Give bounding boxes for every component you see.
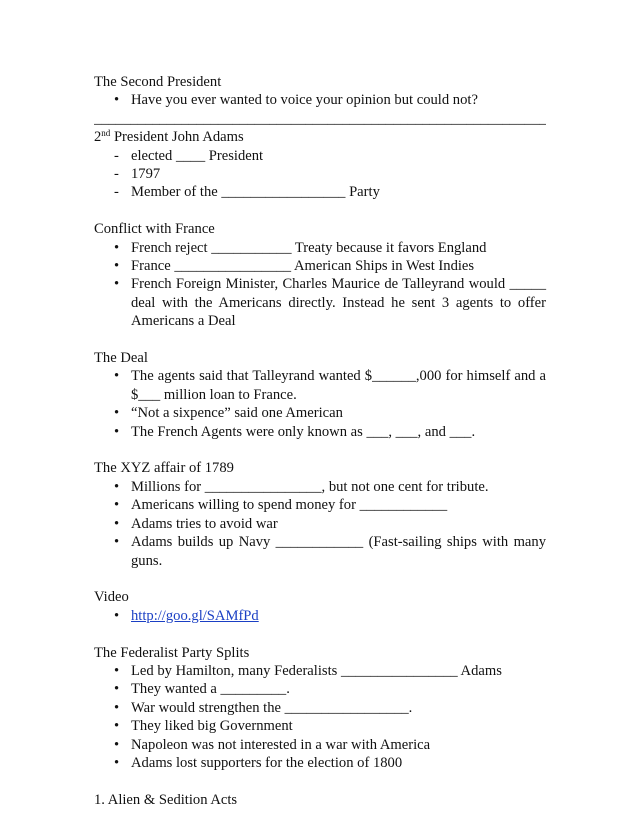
list-item bbox=[94, 91, 546, 109]
bullet-marker: • bbox=[114, 423, 120, 440]
dash-list bbox=[94, 147, 546, 202]
video-link[interactable]: http://goo.gl/SAMfPd bbox=[131, 607, 259, 624]
dash-marker: - bbox=[114, 147, 119, 164]
heading-federalist-party-splits: The Federalist Party Splits bbox=[94, 644, 250, 661]
list-item-text: The agents said that Talleyrand wanted $______,000 for himself and a $___ million loan to France. bbox=[131, 368, 546, 403]
bullet-marker: • bbox=[114, 368, 120, 385]
list-item-text: Millions for ________________, but not one cent for tribute. bbox=[131, 478, 489, 495]
bullet-marker: • bbox=[114, 258, 120, 275]
list-item bbox=[94, 607, 546, 625]
list-item-text: They liked big Government bbox=[131, 718, 293, 735]
list-item-text: They wanted a _________. bbox=[131, 681, 290, 698]
list-item bbox=[94, 367, 546, 404]
list-item bbox=[94, 165, 546, 183]
list-item bbox=[94, 717, 546, 735]
list-item-text: Americans willing to spend money for ____________ bbox=[131, 497, 448, 514]
bullet-marker: • bbox=[114, 534, 120, 551]
list-item bbox=[94, 183, 546, 201]
list-item-text: 1797 bbox=[131, 166, 161, 183]
list-item-text: “Not a sixpence” said one American bbox=[131, 405, 343, 422]
list-item bbox=[94, 404, 546, 422]
bullet-list bbox=[94, 367, 546, 441]
list-item bbox=[94, 239, 546, 257]
bullet-marker: • bbox=[114, 276, 120, 293]
bullet-marker: • bbox=[114, 478, 120, 495]
bullet-list bbox=[94, 478, 546, 570]
dash-marker: - bbox=[114, 184, 119, 201]
list-item bbox=[94, 515, 546, 533]
list-item bbox=[94, 662, 546, 680]
bullet-list bbox=[94, 662, 546, 772]
heading-the-deal: The Deal bbox=[94, 350, 148, 367]
bullet-marker: • bbox=[114, 662, 120, 679]
section-the-deal bbox=[94, 349, 546, 441]
list-item bbox=[94, 147, 546, 165]
list-item-text: elected ____ President bbox=[131, 147, 264, 164]
list-item-text: Have you ever wanted to voice your opinion but could not? bbox=[131, 92, 478, 109]
bullet-marker: • bbox=[114, 718, 120, 735]
heading-number: 2 bbox=[94, 129, 102, 146]
list-item-text: The French Agents were only known as ___, ___, and ___. bbox=[131, 423, 476, 440]
list-item bbox=[94, 736, 546, 754]
list-item bbox=[94, 275, 546, 330]
bullet-list bbox=[94, 91, 546, 109]
list-item bbox=[94, 699, 546, 717]
heading-ordinal: nd bbox=[101, 128, 111, 139]
answer-line: ______________________________________________________________ bbox=[94, 110, 546, 127]
section-second-president bbox=[94, 73, 546, 128]
section-john-adams bbox=[94, 128, 546, 202]
list-item-text: Member of the _________________ Party bbox=[131, 184, 380, 201]
bullet-list bbox=[94, 239, 546, 331]
bullet-marker: • bbox=[114, 736, 120, 753]
bullet-marker: • bbox=[114, 239, 120, 256]
section-conflict-with-france bbox=[94, 220, 546, 330]
heading-alien-sedition: 1. Alien & Sedition Acts bbox=[94, 791, 238, 808]
bullet-marker: • bbox=[114, 681, 120, 698]
list-item bbox=[94, 754, 546, 772]
list-item-text: War would strengthen the _________________. bbox=[131, 699, 413, 716]
section-federalist-party-splits bbox=[94, 644, 546, 773]
heading-xyz-affair: The XYZ affair of 1789 bbox=[94, 460, 234, 477]
section-video bbox=[94, 588, 546, 625]
list-item bbox=[94, 496, 546, 514]
bullet-marker: • bbox=[114, 699, 120, 716]
heading-video: Video bbox=[94, 589, 129, 606]
document-body bbox=[94, 73, 546, 809]
list-item bbox=[94, 423, 546, 441]
heading-conflict-with-france: Conflict with France bbox=[94, 221, 215, 238]
bullet-marker: • bbox=[114, 405, 120, 422]
bullet-marker: • bbox=[114, 515, 120, 532]
heading-second-president: The Second President bbox=[94, 74, 222, 90]
heading-text: President John Adams bbox=[110, 129, 244, 146]
bullet-marker: • bbox=[114, 607, 120, 624]
bullet-marker: • bbox=[114, 92, 120, 109]
section-xyz-affair bbox=[94, 459, 546, 569]
list-item-text: Napoleon was not interested in a war with America bbox=[131, 736, 431, 753]
list-item bbox=[94, 478, 546, 496]
bullet-marker: • bbox=[114, 754, 120, 771]
dash-marker: - bbox=[114, 166, 119, 183]
list-item-text: Led by Hamilton, many Federalists ________________ Adams bbox=[131, 662, 502, 679]
list-item bbox=[94, 533, 546, 570]
list-item-text: French Foreign Minister, Charles Maurice de Talleyrand would _____ deal with the Americans directly. Instead he sent 3 agents to offer Americans a Deal bbox=[131, 276, 546, 330]
list-item bbox=[94, 680, 546, 698]
bullet-marker: • bbox=[114, 497, 120, 514]
list-item-text: Adams builds up Navy ____________ (Fast-sailing ships with many guns. bbox=[131, 534, 546, 569]
bullet-list bbox=[94, 607, 546, 625]
list-item-text: French reject ___________ Treaty because it favors England bbox=[131, 239, 487, 256]
heading-john-adams bbox=[94, 128, 546, 146]
list-item bbox=[94, 257, 546, 275]
section-alien-sedition bbox=[94, 791, 546, 809]
list-item-text: France ________________ American Ships in West Indies bbox=[131, 258, 475, 275]
list-item-text: Adams lost supporters for the election of 1800 bbox=[131, 754, 403, 771]
list-item-text: Adams tries to avoid war bbox=[131, 515, 278, 532]
